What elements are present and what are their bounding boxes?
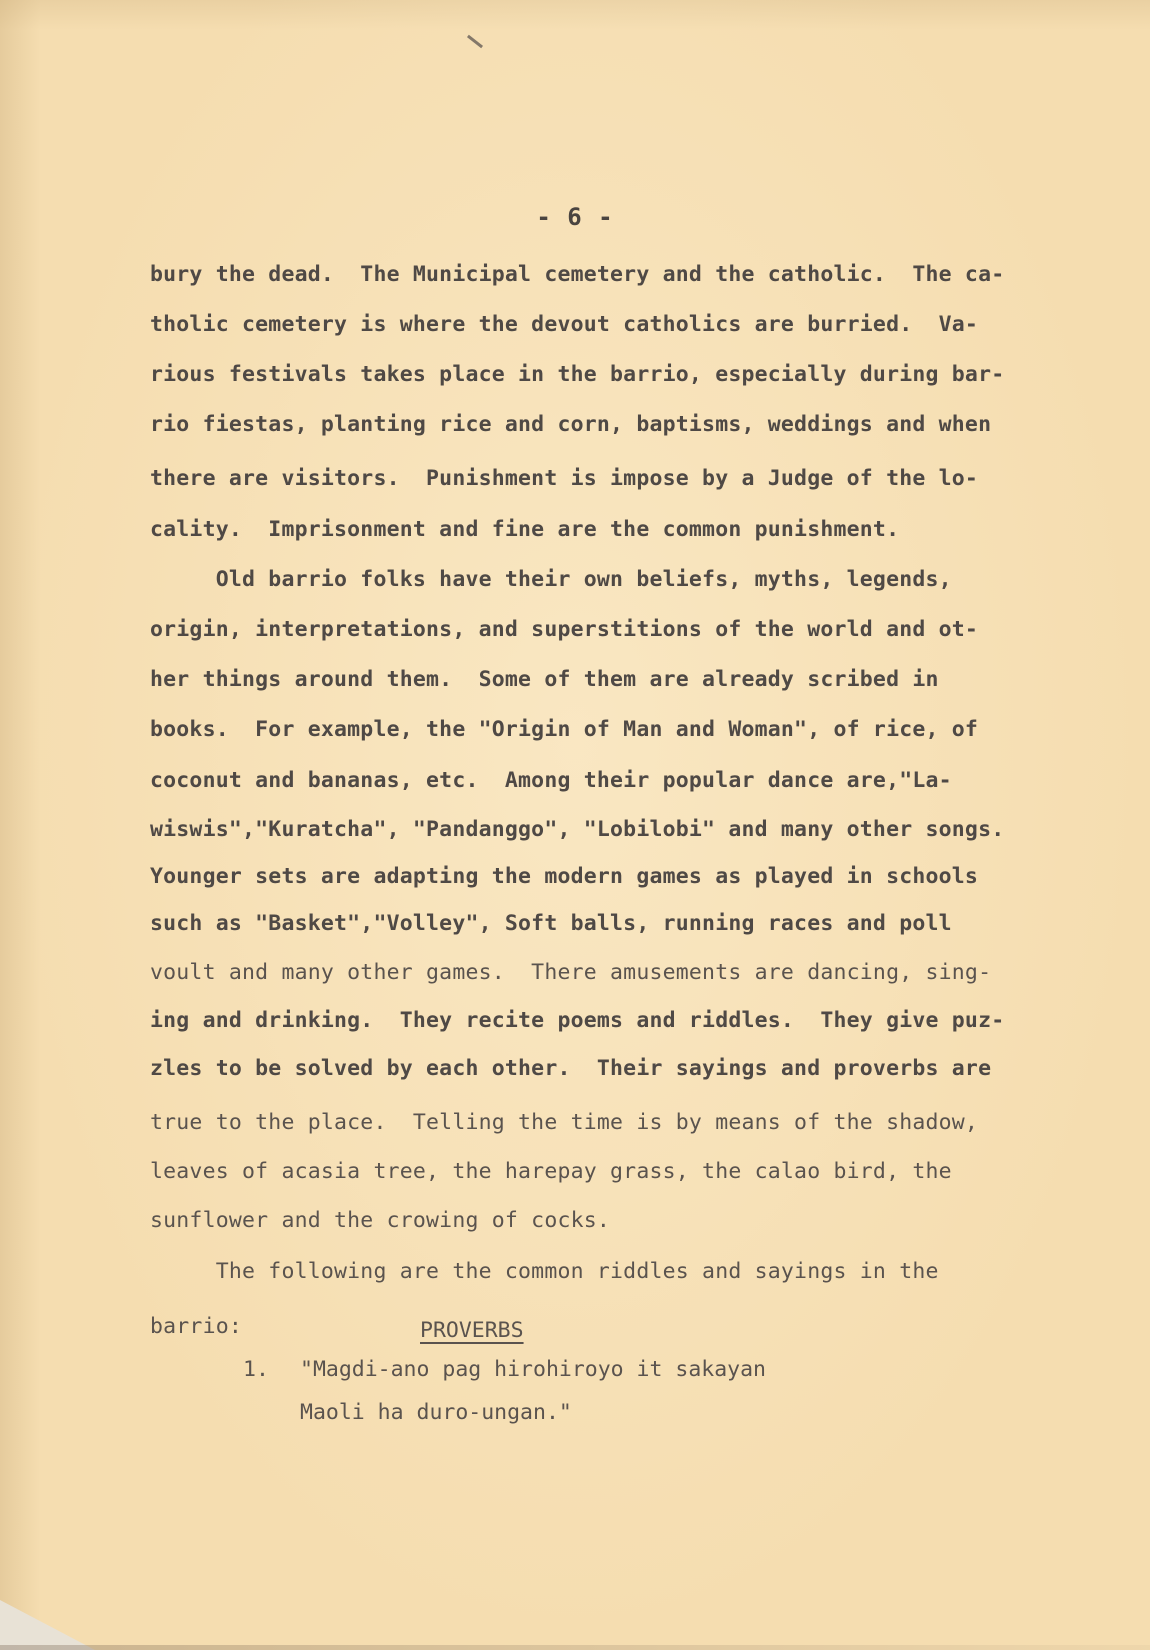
section-heading: PROVERBS xyxy=(420,1318,524,1343)
page-number: - 6 - xyxy=(536,203,614,231)
paragraph-line: origin, interpretations, and superstitions of the world and ot- xyxy=(150,617,979,642)
paragraph-line: Old barrio folks have their own beliefs, myths, legends, xyxy=(150,567,952,592)
paragraph-line: tholic cemetery is where the devout catholics are burried. Va- xyxy=(150,312,979,337)
paragraph-line: books. For example, the "Origin of Man and Woman", of rice, of xyxy=(150,717,979,742)
paragraph-line: there are visitors. Punishment is impose by a Judge of the lo- xyxy=(150,466,979,491)
paragraph-line: her things around them. Some of them are already scribed in xyxy=(150,667,939,692)
paragraph-line: leaves of acasia tree, the harepay grass, the calao bird, the xyxy=(150,1159,952,1184)
paragraph-line: cality. Imprisonment and fine are the common punishment. xyxy=(150,517,900,542)
paragraph-line: sunflower and the crowing of cocks. xyxy=(150,1208,611,1233)
paragraph-line: rious festivals takes place in the barrio, especially during bar- xyxy=(150,362,1005,387)
paragraph-line: bury the dead. The Municipal cemetery and the catholic. The ca- xyxy=(150,262,1005,287)
paragraph-line: ing and drinking. They recite poems and riddles. They give puz- xyxy=(150,1008,1005,1033)
paragraph-line: Younger sets are adapting the modern games as played in schools xyxy=(150,864,979,889)
paragraph-line: The following are the common riddles and sayings in the xyxy=(150,1259,939,1284)
proverb-line: Maoli ha duro-ungan." xyxy=(300,1400,572,1425)
proverb-number: 1. xyxy=(243,1357,269,1382)
paragraph-line: such as "Basket","Volley", Soft balls, running races and poll xyxy=(150,911,952,936)
paragraph-line: true to the place. Telling the time is by means of the shadow, xyxy=(150,1110,979,1135)
folded-corner xyxy=(0,1600,95,1650)
paragraph-line: coconut and bananas, etc. Among their popular dance are,"La- xyxy=(150,768,952,793)
paragraph-line: barrio: xyxy=(150,1314,243,1339)
proverb-line: "Magdi-ano pag hirohiroyo it sakayan xyxy=(300,1357,766,1382)
paragraph-line: zles to be solved by each other. Their sayings and proverbs are xyxy=(150,1056,992,1081)
page-edge xyxy=(0,1645,1150,1650)
paragraph-line: rio fiestas, planting rice and corn, baptisms, weddings and when xyxy=(150,412,992,437)
paragraph-line: voult and many other games. There amusements are dancing, sing- xyxy=(150,960,992,985)
ink-mark xyxy=(467,35,483,48)
paragraph-line: wiswis","Kuratcha", "Pandanggo", "Lobilobi" and many other songs. xyxy=(150,817,1005,842)
